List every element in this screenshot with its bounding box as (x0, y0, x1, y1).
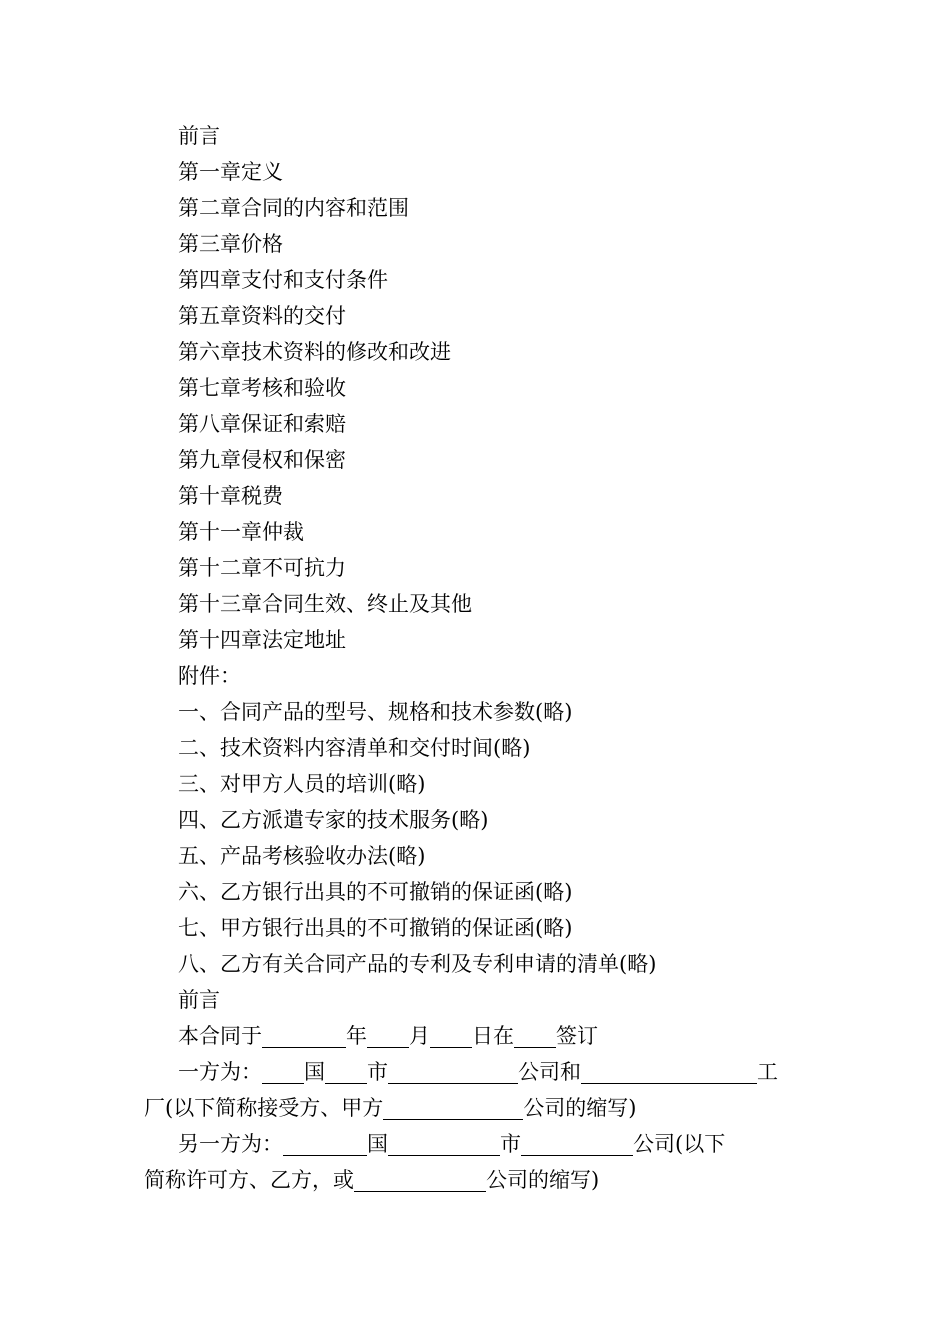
toc-item: 前言 (178, 124, 220, 148)
party-b-country-label: 国 (367, 1132, 388, 1156)
toc-item: 第十四章法定地址 (178, 628, 346, 652)
party-a-country-label: 国 (304, 1060, 325, 1084)
place-blank (514, 1025, 556, 1048)
preface-heading: 前言 (178, 988, 220, 1012)
toc-item: 第十二章不可抗力 (178, 556, 346, 580)
document-body (144, 118, 804, 1198)
party-b-abbr-label: 公司的缩写) (486, 1168, 600, 1192)
party-a-factory-label: 工 (757, 1060, 778, 1084)
party-a-abbr-blank (383, 1097, 523, 1120)
party-a-abbr-label: 公司的缩写) (523, 1096, 637, 1120)
toc-item: 第七章考核和验收 (178, 376, 346, 400)
appendix-item: 二、技术资料内容清单和交付时间(略) (178, 736, 531, 760)
party-b-city-label: 市 (500, 1132, 521, 1156)
appendix-item: 八、乙方有关合同产品的专利及专利申请的清单(略) (178, 952, 657, 976)
month-blank (367, 1025, 409, 1048)
day-blank (430, 1025, 472, 1048)
party-a-city-blank (325, 1061, 367, 1084)
toc-item: 第九章侵权和保密 (178, 448, 346, 472)
party-b-prefix: 另一方为： (178, 1132, 283, 1156)
day-label: 日在 (472, 1024, 514, 1048)
party-b-line (144, 1126, 804, 1162)
month-label: 月 (409, 1024, 430, 1048)
appendix-item: 七、甲方银行出具的不可撤销的保证函(略) (178, 916, 573, 940)
party-b-company-blank (521, 1133, 633, 1156)
toc-item: 第三章价格 (178, 232, 283, 256)
party-a-country-blank (262, 1061, 304, 1084)
year-label: 年 (346, 1024, 367, 1048)
toc-item: 第十三章合同生效、终止及其他 (178, 592, 472, 616)
toc-item: 第十一章仲裁 (178, 520, 304, 544)
toc-item: 第四章支付和支付条件 (178, 268, 388, 292)
toc-item: 第五章资料的交付 (178, 304, 346, 328)
appendix-item: 四、乙方派遣专家的技术服务(略) (178, 808, 489, 832)
party-a-city-label: 市 (367, 1060, 388, 1084)
signed-label: 签订 (556, 1024, 598, 1048)
appendix-item: 三、对甲方人员的培训(略) (178, 772, 426, 796)
party-a-cont-prefix: 厂(以下简称接受方、甲方 (144, 1096, 384, 1120)
appendix-heading: 附件： (178, 664, 241, 688)
toc-item: 第一章定义 (178, 160, 283, 184)
party-b-company-label: 公司(以下 (633, 1132, 726, 1156)
signing-prefix: 本合同于 (178, 1024, 262, 1048)
party-b-continuation (144, 1162, 804, 1198)
party-a-company-blank (388, 1061, 518, 1084)
party-b-abbr-blank (354, 1169, 486, 1192)
toc-item: 第二章合同的内容和范围 (178, 196, 409, 220)
party-a-continuation (144, 1090, 804, 1126)
signing-date-line (144, 1018, 804, 1054)
party-a-company-label: 公司和 (518, 1060, 581, 1084)
party-a-factory-blank (581, 1061, 757, 1084)
party-b-country-blank (283, 1133, 367, 1156)
appendix-item: 六、乙方银行出具的不可撤销的保证函(略) (178, 880, 573, 904)
party-a-prefix: 一方为： (178, 1060, 262, 1084)
year-blank (262, 1025, 346, 1048)
toc-item: 第十章税费 (178, 484, 283, 508)
toc-item: 第八章保证和索赔 (178, 412, 346, 436)
appendix-item: 一、合同产品的型号、规格和技术参数(略) (178, 700, 573, 724)
party-b-cont-prefix: 简称许可方、乙方，或 (144, 1168, 354, 1192)
party-b-city-blank (388, 1133, 500, 1156)
party-a-line (144, 1054, 804, 1090)
appendix-item: 五、产品考核验收办法(略) (178, 844, 426, 868)
toc-item: 第六章技术资料的修改和改进 (178, 340, 451, 364)
